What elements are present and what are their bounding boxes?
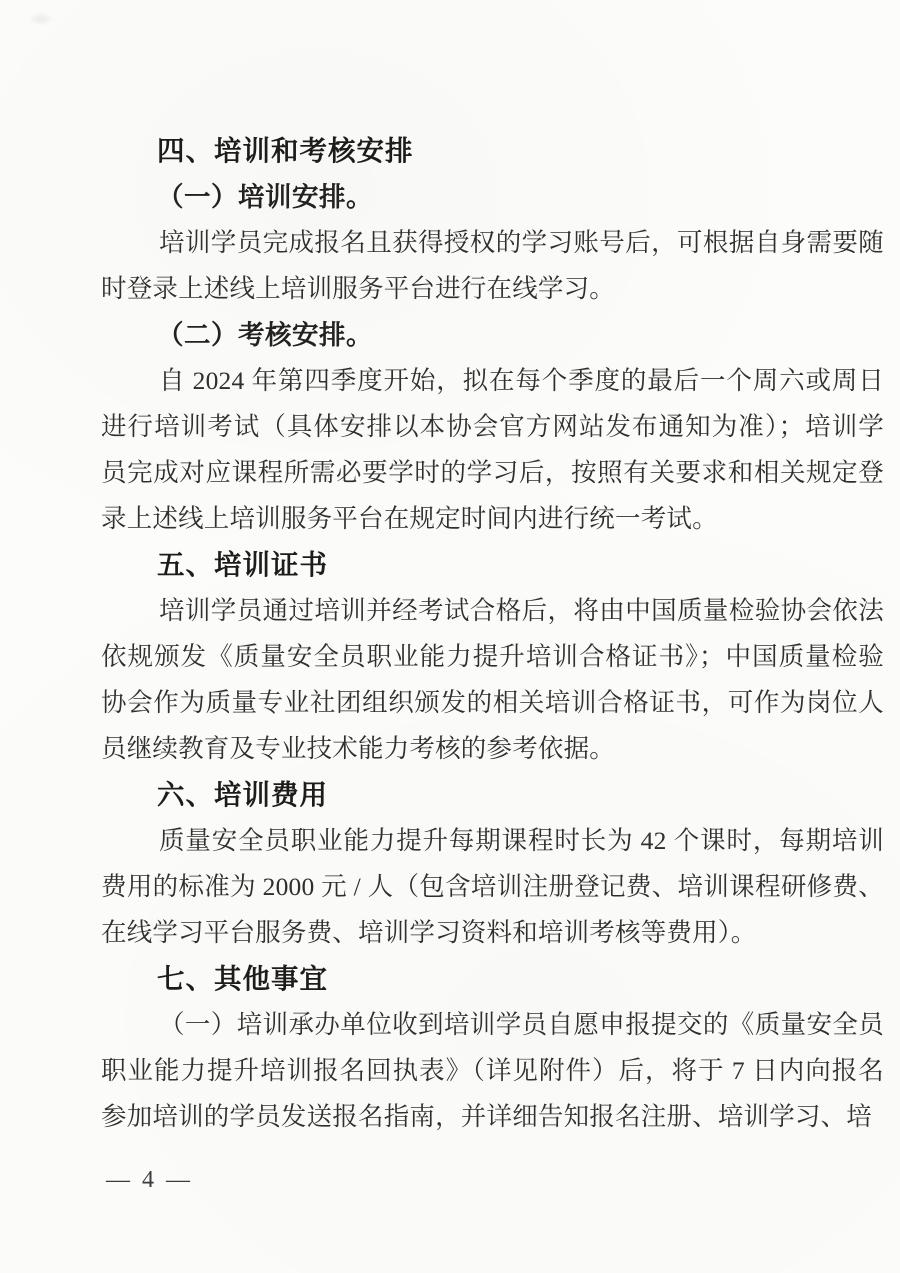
paragraph-training-certificate: 培训学员通过培训并经考试合格后，将由中国质量检验协会依法依规颁发《质量安全员职业能力提升培训合格证书》；中国质量检验协会作为质量专业社团组织颁发的相关培训合格证书，可作为岗位人员继续教育及专业技术能力考核的参考依据。 — [101, 596, 884, 763]
section-heading-other-matters: 七、其他事宜 — [157, 963, 328, 994]
paragraph-training-fee: 质量安全员职业能力提升每期课程时长为 42 个课时，每期培训费用的标准为 2000 元 / 人（包含培训注册登记费、培训课程研修费、在线学习平台服务费、培训学习资料和培训考核等费用）。 — [101, 826, 884, 947]
page-number: — 4 — — [106, 1167, 193, 1193]
page-content — [101, 128, 884, 1140]
subsection-heading-training-arrangement: （一）培训安排。 — [157, 182, 373, 212]
paragraph-training-arrangement: 培训学员完成报名且获得授权的学习账号后，可根据自身需要随时登录上述线上培训服务平台进行在线学习。 — [101, 228, 884, 303]
section-heading-training-certificate: 五、培训证书 — [157, 549, 328, 580]
section-heading-training-fee: 六、培训费用 — [157, 779, 328, 810]
paragraph-other-matters: （一）培训承办单位收到培训学员自愿申报提交的《质量安全员职业能力提升培训报名回执表》（详见附件）后，将于 7 日内向报名参加培训的学员发送报名指南，并详细告知报名注册、培训学习、培 — [101, 1010, 884, 1131]
paragraph-assessment-arrangement: 自 2024 年第四季度开始，拟在每个季度的最后一个周六或周日进行培训考试（具体安排以本协会官方网站发布通知为准）；培训学员完成对应课程所需必要学时的学习后，按照有关要求和相关规定登录上述线上培训服务平台在规定时间内进行统一考试。 — [101, 366, 884, 533]
subsection-heading-assessment-arrangement: （二）考核安排。 — [157, 320, 373, 350]
section-heading-training-and-assessment: 四、培训和考核安排 — [157, 135, 414, 166]
